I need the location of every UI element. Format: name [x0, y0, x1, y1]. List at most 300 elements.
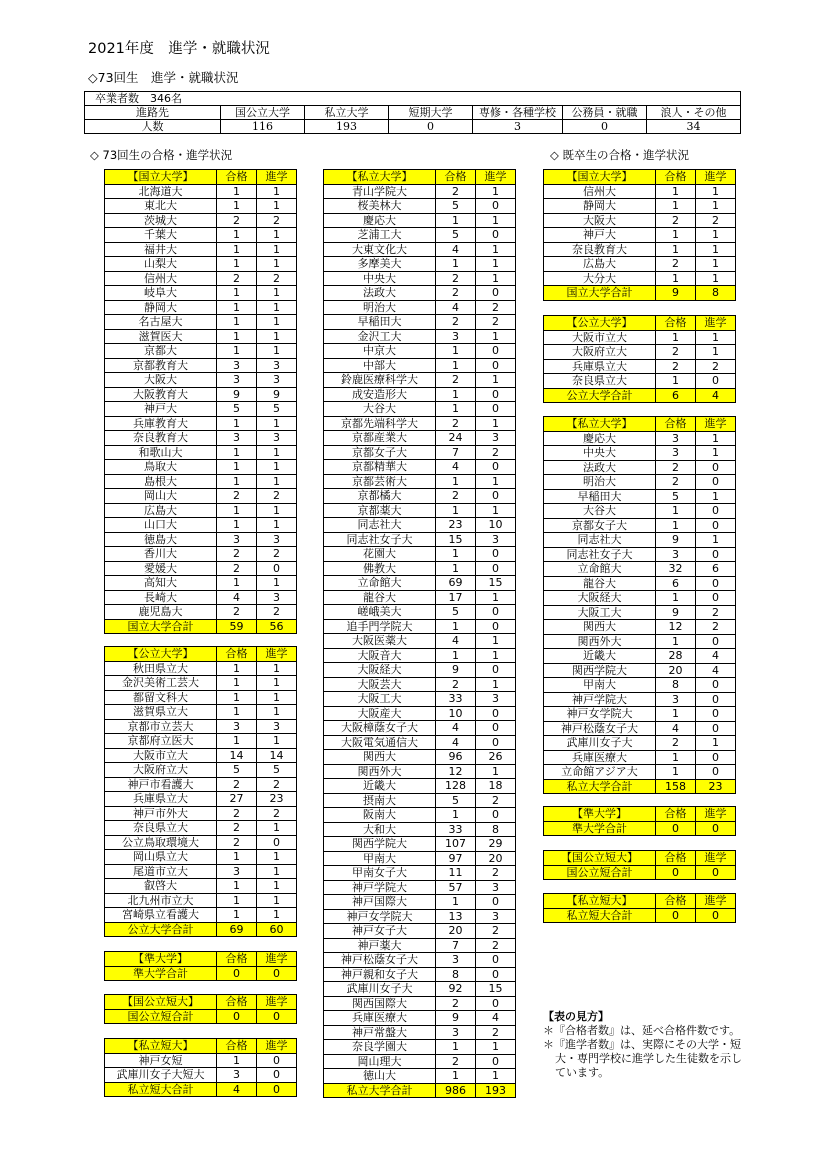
table-row [544, 199, 736, 214]
enroll-count-cell: 0 [476, 344, 516, 359]
pass-count-cell: 13 [436, 909, 476, 924]
school-name-cell: 関西大 [544, 620, 656, 635]
enroll-count-cell: 15 [476, 576, 516, 591]
school-name-cell: 大阪経大 [544, 591, 656, 606]
table-row [544, 750, 736, 765]
enroll-count-cell: 2 [696, 213, 736, 228]
school-name-cell: 立命館アジア大 [544, 765, 656, 780]
school-name-cell: 甲南大 [544, 678, 656, 693]
table-total-row [105, 1009, 297, 1024]
school-name-cell: 大阪医薬大 [324, 634, 436, 649]
enroll-count-cell: 0 [476, 721, 516, 736]
summary-graduates-row [85, 92, 741, 106]
school-name-cell: 鹿児島大 [105, 605, 217, 620]
school-name-cell: 京都先端科学大 [324, 416, 436, 431]
table-category-header: 【国公立短大】 [105, 995, 217, 1010]
school-name-cell: 岡山大 [105, 489, 217, 504]
total-pass-cell: 0 [656, 821, 696, 836]
school-name-cell: 中部大 [324, 358, 436, 373]
table-row [105, 344, 297, 359]
table-row [105, 561, 297, 576]
school-name-cell: 摂南大 [324, 793, 436, 808]
table-row [324, 619, 516, 634]
school-name-cell: 大阪電気通信大 [324, 735, 436, 750]
pass-count-cell: 14 [217, 748, 257, 763]
school-name-cell: 奈良教育大 [105, 431, 217, 446]
table-category-header: 【私立大学】 [544, 417, 656, 432]
graduates-public-university-table [543, 315, 736, 403]
enroll-count-cell: 1 [476, 648, 516, 663]
school-name-cell: 徳島大 [105, 532, 217, 547]
enroll-count-cell: 1 [257, 518, 297, 533]
school-name-cell: 岡山県立大 [105, 850, 217, 865]
school-name-cell: 神戸女学院大 [324, 909, 436, 924]
table-row [324, 1011, 516, 1026]
pass-count-cell: 3 [217, 431, 257, 446]
table-category-header: 【私立短大】 [105, 1039, 217, 1054]
enroll-count-cell: 1 [257, 661, 297, 676]
table-row [105, 547, 297, 562]
pass-count-cell: 3 [436, 1025, 476, 1040]
table-row [324, 909, 516, 924]
pass-column-header: 合格 [217, 952, 257, 967]
summary-header: 私立大学 [305, 106, 389, 120]
school-name-cell: 青山学院大 [324, 184, 436, 199]
enroll-count-cell: 1 [257, 908, 297, 923]
table-row [544, 228, 736, 243]
pass-count-cell: 7 [436, 445, 476, 460]
pass-count-cell: 1 [217, 184, 257, 199]
enroll-count-cell: 0 [257, 561, 297, 576]
school-name-cell: 兵庫教育大 [105, 416, 217, 431]
table-row [324, 242, 516, 257]
pass-count-cell: 1 [217, 518, 257, 533]
school-name-cell: 神戸薬大 [324, 938, 436, 953]
enroll-count-cell: 1 [696, 345, 736, 360]
summary-values-row [85, 120, 741, 134]
school-name-cell: 関西外大 [544, 634, 656, 649]
school-name-cell: 慶応大 [544, 431, 656, 446]
school-name-cell: 明治大 [324, 300, 436, 315]
pass-count-cell: 1 [436, 257, 476, 272]
pass-count-cell: 2 [656, 345, 696, 360]
enroll-count-cell: 6 [696, 562, 736, 577]
pass-count-cell: 3 [656, 692, 696, 707]
summary-value: 193 [305, 120, 389, 134]
pass-count-cell: 1 [217, 474, 257, 489]
pass-column-header: 合格 [656, 170, 696, 185]
school-name-cell: 同志社大 [544, 533, 656, 548]
pass-count-cell: 1 [217, 908, 257, 923]
enroll-count-cell: 0 [696, 591, 736, 606]
enroll-count-cell: 0 [476, 605, 516, 620]
pass-count-cell: 1 [436, 387, 476, 402]
enroll-count-cell: 1 [257, 228, 297, 243]
pass-count-cell: 5 [436, 793, 476, 808]
enroll-count-cell: 1 [696, 184, 736, 199]
pass-count-cell: 4 [436, 721, 476, 736]
total-label-cell: 準大学合計 [105, 966, 217, 981]
enroll-count-cell: 0 [476, 358, 516, 373]
table-row [324, 271, 516, 286]
school-name-cell: 徳山大 [324, 1069, 436, 1084]
school-name-cell: 中央大 [324, 271, 436, 286]
enroll-column-header: 進学 [257, 1039, 297, 1054]
enroll-count-cell: 1 [696, 533, 736, 548]
pass-count-cell: 2 [217, 605, 257, 620]
table-row [105, 445, 297, 460]
school-name-cell: 早稲田大 [324, 315, 436, 330]
table-row [105, 835, 297, 850]
pass-count-cell: 24 [436, 431, 476, 446]
pass-count-cell: 1 [656, 750, 696, 765]
total-pass-cell: 69 [217, 922, 257, 937]
total-label-cell: 私立短大合計 [105, 1082, 217, 1097]
pass-count-cell: 1 [217, 1053, 257, 1068]
total-enroll-cell: 0 [257, 1082, 297, 1097]
pass-column-header: 合格 [217, 1039, 257, 1054]
school-name-cell: 島根大 [105, 474, 217, 489]
table-row [324, 532, 516, 547]
table-row [324, 837, 516, 852]
enroll-column-header: 進学 [696, 316, 736, 331]
table-row [544, 374, 736, 389]
pass-count-cell: 7 [436, 938, 476, 953]
enroll-count-cell: 4 [476, 1011, 516, 1026]
summary-header: 国公立大学 [221, 106, 305, 120]
school-name-cell: 阪南大 [324, 808, 436, 823]
pass-column-header: 合格 [217, 647, 257, 662]
pass-count-cell: 28 [656, 649, 696, 664]
enroll-count-cell: 1 [476, 329, 516, 344]
pass-count-cell: 4 [436, 634, 476, 649]
pass-count-cell: 33 [436, 692, 476, 707]
table-category-header: 【国公立短大】 [544, 851, 656, 866]
enroll-count-cell: 0 [476, 808, 516, 823]
table-row [105, 373, 297, 388]
pass-count-cell: 9 [656, 533, 696, 548]
table-row [544, 591, 736, 606]
pass-count-cell: 1 [436, 1040, 476, 1055]
table-row [105, 864, 297, 879]
pass-count-cell: 1 [217, 576, 257, 591]
table-row [544, 620, 736, 635]
private-junior-college-table [104, 1038, 297, 1097]
school-name-cell: 武庫川女子大 [324, 982, 436, 997]
school-name-cell: 神戸松蔭女子大 [324, 953, 436, 968]
total-label-cell: 国立大学合計 [544, 286, 656, 301]
school-name-cell: 香川大 [105, 547, 217, 562]
pass-count-cell: 1 [217, 315, 257, 330]
enroll-count-cell: 3 [476, 532, 516, 547]
enroll-count-cell: 3 [257, 719, 297, 734]
pass-count-cell: 2 [217, 806, 257, 821]
enroll-count-cell: 15 [476, 982, 516, 997]
table-header-row [544, 894, 736, 909]
enroll-count-cell: 0 [257, 1053, 297, 1068]
summary-value: 0 [389, 120, 473, 134]
total-enroll-cell: 23 [696, 779, 736, 794]
pass-count-cell: 3 [217, 1068, 257, 1083]
table-row [324, 750, 516, 765]
school-name-cell: 兵庫医療大 [544, 750, 656, 765]
total-pass-cell: 0 [217, 966, 257, 981]
pass-count-cell: 2 [656, 257, 696, 272]
pass-count-cell: 1 [436, 547, 476, 562]
enroll-count-cell: 1 [257, 676, 297, 691]
enroll-count-cell: 0 [696, 750, 736, 765]
table-total-row [105, 966, 297, 981]
pass-count-cell: 9 [436, 663, 476, 678]
pass-count-cell: 4 [217, 590, 257, 605]
enroll-column-header: 進学 [696, 894, 736, 909]
graduates-count: 卒業者数 346名 [85, 92, 741, 106]
table-row [324, 793, 516, 808]
table-header-row [544, 170, 736, 185]
table-row [105, 850, 297, 865]
pass-count-cell: 1 [217, 705, 257, 720]
enroll-count-cell: 0 [476, 286, 516, 301]
pass-count-cell: 1 [436, 808, 476, 823]
enroll-count-cell: 1 [696, 736, 736, 751]
enroll-count-cell: 1 [696, 228, 736, 243]
table-row [544, 345, 736, 360]
school-name-cell: 立命館大 [544, 562, 656, 577]
pass-count-cell: 1 [656, 271, 696, 286]
enroll-count-cell: 1 [257, 257, 297, 272]
school-name-cell: 宮崎県立看護大 [105, 908, 217, 923]
school-name-cell: 兵庫県立大 [544, 359, 656, 374]
table-header-row [544, 851, 736, 866]
pass-count-cell: 92 [436, 982, 476, 997]
school-name-cell: 中央大 [544, 446, 656, 461]
enroll-count-cell: 1 [476, 416, 516, 431]
enroll-count-cell: 0 [476, 735, 516, 750]
pass-count-cell: 1 [436, 503, 476, 518]
enroll-count-cell: 2 [257, 605, 297, 620]
table-row [324, 895, 516, 910]
enroll-count-cell: 29 [476, 837, 516, 852]
school-name-cell: 法政大 [324, 286, 436, 301]
table-header-row [105, 1039, 297, 1054]
table-row [324, 924, 516, 939]
enroll-count-cell: 3 [257, 431, 297, 446]
table-row [544, 489, 736, 504]
pass-count-cell: 1 [656, 242, 696, 257]
total-pass-cell: 0 [656, 865, 696, 880]
table-row [324, 706, 516, 721]
school-name-cell: 和歌山大 [105, 445, 217, 460]
pass-count-cell: 10 [436, 706, 476, 721]
table-row [105, 879, 297, 894]
pass-count-cell: 1 [656, 634, 696, 649]
school-name-cell: 山梨大 [105, 257, 217, 272]
pass-count-cell: 1 [217, 690, 257, 705]
pass-count-cell: 2 [217, 489, 257, 504]
pass-count-cell: 2 [436, 286, 476, 301]
pass-count-cell: 2 [436, 677, 476, 692]
pass-count-cell: 1 [436, 619, 476, 634]
school-name-cell: 神戸学院大 [544, 692, 656, 707]
table-row [105, 387, 297, 402]
table-row [324, 315, 516, 330]
pass-count-cell: 2 [656, 213, 696, 228]
school-name-cell: 関西学院大 [324, 837, 436, 852]
enroll-count-cell: 2 [476, 866, 516, 881]
summary-header-row [85, 106, 741, 120]
school-name-cell: 北海道大 [105, 184, 217, 199]
enroll-count-cell: 1 [257, 344, 297, 359]
enroll-count-cell: 9 [257, 387, 297, 402]
enroll-count-cell: 1 [476, 184, 516, 199]
table-row [105, 821, 297, 836]
school-name-cell: 大阪大 [544, 213, 656, 228]
school-name-cell: 追手門学院大 [324, 619, 436, 634]
enroll-count-cell: 1 [476, 634, 516, 649]
pass-count-cell: 1 [656, 228, 696, 243]
table-category-header: 【国立大学】 [544, 170, 656, 185]
pass-count-cell: 2 [217, 777, 257, 792]
pass-count-cell: 1 [436, 895, 476, 910]
table-row [544, 765, 736, 780]
enroll-count-cell: 3 [476, 909, 516, 924]
school-name-cell: 大阪大 [105, 373, 217, 388]
pass-count-cell: 2 [436, 489, 476, 504]
table-row [324, 213, 516, 228]
table-row [324, 1069, 516, 1084]
school-name-cell: 大阪工大 [324, 692, 436, 707]
table-row [324, 373, 516, 388]
total-label-cell: 公立大学合計 [544, 388, 656, 403]
pass-count-cell: 8 [436, 967, 476, 982]
table-row [324, 184, 516, 199]
enroll-count-cell: 3 [476, 880, 516, 895]
pass-count-cell: 5 [436, 228, 476, 243]
table-row [324, 982, 516, 997]
school-name-cell: 長崎大 [105, 590, 217, 605]
pass-count-cell: 4 [436, 460, 476, 475]
enroll-count-cell: 0 [696, 692, 736, 707]
table-row [324, 967, 516, 982]
table-row [324, 605, 516, 620]
pass-count-cell: 3 [217, 373, 257, 388]
table-total-row [544, 779, 736, 794]
school-name-cell: 大阪音大 [324, 648, 436, 663]
pass-column-header: 合格 [656, 417, 696, 432]
pass-count-cell: 1 [217, 893, 257, 908]
enroll-column-header: 進学 [257, 995, 297, 1010]
enroll-count-cell: 1 [257, 503, 297, 518]
school-name-cell: 京都芸術大 [324, 474, 436, 489]
school-name-cell: 大阪樟蔭女子大 [324, 721, 436, 736]
enroll-count-cell: 0 [696, 518, 736, 533]
table-row [105, 1068, 297, 1083]
enroll-count-cell: 2 [476, 938, 516, 953]
school-name-cell: 同志社女子大 [544, 547, 656, 562]
pass-count-cell: 9 [217, 387, 257, 402]
summary-table [84, 91, 741, 134]
table-row [544, 562, 736, 577]
table-total-row [544, 388, 736, 403]
pass-count-cell: 33 [436, 822, 476, 837]
pass-count-cell: 1 [656, 374, 696, 389]
summary-value: 116 [221, 120, 305, 134]
table-row [105, 806, 297, 821]
total-pass-cell: 6 [656, 388, 696, 403]
total-enroll-cell: 0 [257, 1009, 297, 1024]
school-name-cell: 山口大 [105, 518, 217, 533]
total-enroll-cell: 0 [257, 966, 297, 981]
pass-count-cell: 3 [217, 864, 257, 879]
pass-count-cell: 2 [217, 213, 257, 228]
table-row [324, 344, 516, 359]
table-row [544, 446, 736, 461]
school-name-cell: 龍谷大 [544, 576, 656, 591]
pass-count-cell: 3 [217, 719, 257, 734]
section-heading-graduates: ◇ 既卒生の合格・進学状況 [550, 148, 689, 162]
private-university-table [323, 169, 516, 1098]
enroll-count-cell: 0 [476, 547, 516, 562]
enroll-count-cell: 8 [476, 822, 516, 837]
table-category-header: 【公立大学】 [105, 647, 217, 662]
pass-count-cell: 3 [217, 358, 257, 373]
enroll-count-cell: 0 [696, 678, 736, 693]
table-row [544, 359, 736, 374]
summary-header: 公務員・就職 [563, 106, 647, 120]
table-header-row [105, 170, 297, 185]
school-name-cell: 公立鳥取環境大 [105, 835, 217, 850]
school-name-cell: 神戸大 [544, 228, 656, 243]
enroll-count-cell: 3 [257, 532, 297, 547]
school-name-cell: 桜美林大 [324, 199, 436, 214]
enroll-count-cell: 0 [476, 460, 516, 475]
school-name-cell: 大東文化大 [324, 242, 436, 257]
enroll-count-cell: 1 [257, 286, 297, 301]
pass-count-cell: 2 [436, 416, 476, 431]
table-row [324, 503, 516, 518]
table-row [324, 938, 516, 953]
total-label-cell: 準大学合計 [544, 821, 656, 836]
section-heading-current: ◇ 73回生の合格・進学状況 [90, 148, 233, 162]
pass-count-cell: 32 [656, 562, 696, 577]
enroll-count-cell: 3 [257, 358, 297, 373]
school-name-cell: 奈良県立大 [105, 821, 217, 836]
pass-count-cell: 5 [436, 199, 476, 214]
school-name-cell: 慶応大 [324, 213, 436, 228]
enroll-count-cell: 2 [476, 793, 516, 808]
table-total-row [544, 865, 736, 880]
pass-count-cell: 2 [217, 561, 257, 576]
enroll-count-cell: 2 [257, 489, 297, 504]
pass-count-cell: 2 [656, 475, 696, 490]
pass-count-cell: 1 [656, 765, 696, 780]
table-row [105, 792, 297, 807]
pass-count-cell: 1 [217, 416, 257, 431]
school-name-cell: 神戸女学院大 [544, 707, 656, 722]
table-category-header: 【国立大学】 [105, 170, 217, 185]
pass-count-cell: 1 [656, 504, 696, 519]
page-subtitle: ◇73回生 進学・就職状況 [88, 70, 239, 85]
school-name-cell: 名古屋大 [105, 315, 217, 330]
school-name-cell: 近畿大 [324, 779, 436, 794]
enroll-count-cell: 2 [257, 777, 297, 792]
table-row [105, 503, 297, 518]
school-name-cell: 京都府立医大 [105, 734, 217, 749]
school-name-cell: 静岡大 [105, 300, 217, 315]
school-name-cell: 兵庫医療大 [324, 1011, 436, 1026]
enroll-count-cell: 0 [696, 460, 736, 475]
enroll-count-cell: 1 [257, 329, 297, 344]
